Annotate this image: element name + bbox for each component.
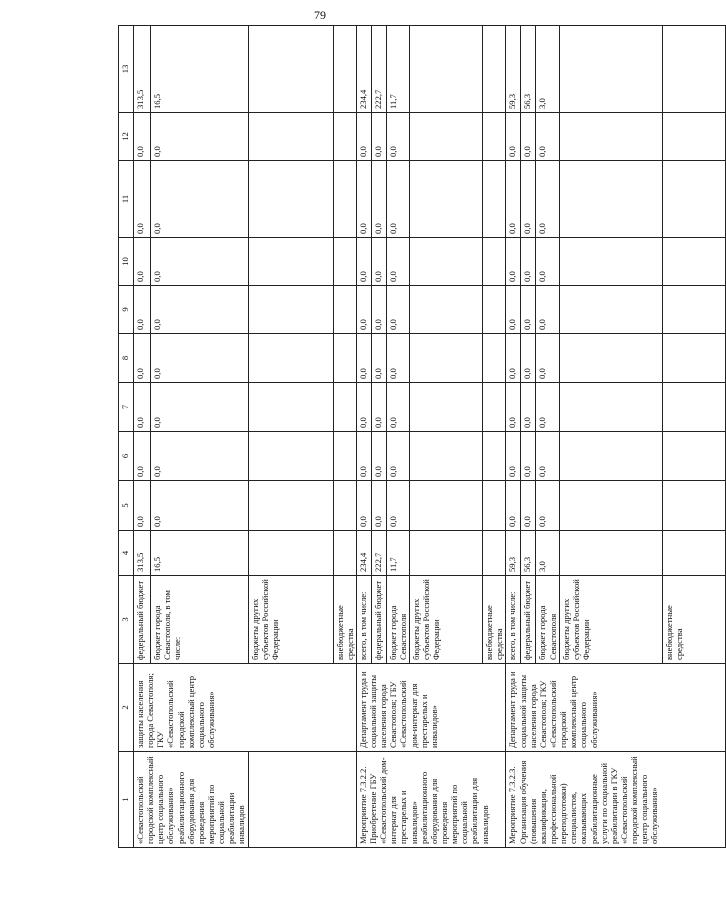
- value-cell: [410, 113, 483, 161]
- value-cell: [483, 383, 506, 432]
- funding-source-cell: внебюджетные средства: [483, 576, 506, 664]
- value-cell: 0,0: [371, 383, 386, 432]
- value-cell: 0,0: [371, 432, 386, 481]
- table-row: [134, 26, 151, 848]
- value-cell: 0,0: [521, 383, 536, 432]
- value-cell: [333, 481, 356, 531]
- value-cell: [410, 481, 483, 531]
- value-cell: [248, 531, 333, 576]
- value-cell: [483, 531, 506, 576]
- column-number: 7: [119, 383, 134, 432]
- value-cell: 0,0: [506, 334, 521, 383]
- value-cell: [559, 383, 662, 432]
- column-number: 10: [119, 238, 134, 286]
- value-cell: 0,0: [134, 383, 151, 432]
- value-cell: [662, 432, 725, 481]
- page-number: 79: [314, 8, 326, 22]
- value-cell: 0,0: [386, 334, 409, 383]
- value-cell: [662, 161, 725, 238]
- value-cell: 0,0: [356, 238, 371, 286]
- value-cell: [333, 383, 356, 432]
- value-cell: 0,0: [536, 161, 559, 238]
- value-cell: [248, 334, 333, 383]
- value-cell: [333, 238, 356, 286]
- value-cell: [559, 113, 662, 161]
- value-cell: [483, 238, 506, 286]
- value-cell: 0,0: [521, 238, 536, 286]
- executor-cell: защиты населения города Севастополя; ГКУ «Севастопольский городской комплексный центр социального обслуживания»: [134, 664, 357, 752]
- value-cell: [248, 286, 333, 334]
- value-cell: 0,0: [371, 113, 386, 161]
- value-cell: 0,0: [134, 113, 151, 161]
- value-cell: 56,3: [521, 531, 536, 576]
- column-number: 11: [119, 161, 134, 238]
- value-cell: [483, 334, 506, 383]
- value-cell: [662, 481, 725, 531]
- funding-source-cell: всего, в том числе:: [506, 576, 521, 664]
- value-cell: [410, 432, 483, 481]
- value-cell: [333, 531, 356, 576]
- value-cell: 0,0: [536, 481, 559, 531]
- value-cell: 11,7: [386, 26, 409, 113]
- value-cell: [559, 432, 662, 481]
- column-number: 9: [119, 286, 134, 334]
- rotated-page-frame: [118, 26, 684, 848]
- value-cell: 0,0: [356, 481, 371, 531]
- value-cell: 0,0: [356, 432, 371, 481]
- value-cell: 0,0: [506, 238, 521, 286]
- value-cell: 0,0: [151, 286, 248, 334]
- value-cell: [333, 432, 356, 481]
- value-cell: [248, 113, 333, 161]
- value-cell: 0,0: [356, 161, 371, 238]
- value-cell: 0,0: [521, 481, 536, 531]
- value-cell: [333, 26, 356, 113]
- value-cell: 0,0: [356, 113, 371, 161]
- value-cell: [559, 334, 662, 383]
- value-cell: [559, 26, 662, 113]
- value-cell: 0,0: [151, 161, 248, 238]
- value-cell: 222,7: [371, 531, 386, 576]
- value-cell: 0,0: [134, 238, 151, 286]
- value-cell: 16,5: [151, 26, 248, 113]
- value-cell: 0,0: [386, 286, 409, 334]
- value-cell: [248, 161, 333, 238]
- activity-cell: «Севастопольский городской комплексный центр социального обслуживания» реабилитационного оборудования для проведения мероприятий по социальной реабилитации инвалидов: [134, 752, 249, 848]
- column-number: 2: [119, 664, 134, 752]
- table-row: [356, 26, 371, 848]
- value-cell: [483, 161, 506, 238]
- value-cell: 234,4: [356, 531, 371, 576]
- value-cell: [662, 238, 725, 286]
- value-cell: 0,0: [521, 286, 536, 334]
- value-cell: 0,0: [506, 161, 521, 238]
- value-cell: [662, 531, 725, 576]
- value-cell: 0,0: [151, 383, 248, 432]
- value-cell: [559, 238, 662, 286]
- value-cell: 0,0: [506, 113, 521, 161]
- value-cell: 0,0: [536, 383, 559, 432]
- value-cell: 0,0: [506, 286, 521, 334]
- value-cell: [662, 286, 725, 334]
- value-cell: 0,0: [151, 432, 248, 481]
- value-cell: 59,3: [506, 26, 521, 113]
- value-cell: [662, 26, 725, 113]
- value-cell: [410, 238, 483, 286]
- value-cell: 3,0: [536, 531, 559, 576]
- value-cell: 234,4: [356, 26, 371, 113]
- value-cell: 0,0: [521, 334, 536, 383]
- value-cell: 0,0: [134, 161, 151, 238]
- funding-source-cell: бюджет города Севастополя: [386, 576, 409, 664]
- value-cell: 0,0: [386, 481, 409, 531]
- value-cell: 0,0: [536, 238, 559, 286]
- value-cell: [559, 161, 662, 238]
- value-cell: 0,0: [356, 383, 371, 432]
- value-cell: 0,0: [151, 334, 248, 383]
- value-cell: [483, 481, 506, 531]
- value-cell: 0,0: [386, 383, 409, 432]
- value-cell: [662, 113, 725, 161]
- value-cell: 0,0: [506, 432, 521, 481]
- value-cell: [410, 161, 483, 238]
- funding-source-cell: бюджеты других субъектов Российской Федерации: [410, 576, 483, 664]
- value-cell: 0,0: [356, 286, 371, 334]
- value-cell: [248, 238, 333, 286]
- executor-cell: Департамент труда и социальной защиты населения города Севастополя; ГБУ «Севастопольский дом-интернат для престарелых и инвалидов»: [356, 664, 506, 752]
- value-cell: [333, 113, 356, 161]
- value-cell: 11,7: [386, 531, 409, 576]
- value-cell: 313,5: [134, 531, 151, 576]
- table-row: [506, 26, 521, 848]
- value-cell: [333, 334, 356, 383]
- value-cell: [662, 383, 725, 432]
- value-cell: 0,0: [371, 238, 386, 286]
- value-cell: [483, 286, 506, 334]
- value-cell: 0,0: [386, 161, 409, 238]
- value-cell: 0,0: [356, 334, 371, 383]
- value-cell: [410, 383, 483, 432]
- value-cell: 0,0: [386, 432, 409, 481]
- empty-cell: [248, 752, 356, 848]
- activity-cell: Мероприятие 7.3.2.3. Организация обучения (повышения квалификации, профессиональной переподготовки) специалистов, оказывающих реабилитационные услуги по социальной реабилитации в ГКУ «Севастопольский городской комплексный центр социального обслуживания»: [506, 752, 725, 848]
- column-number-row: [119, 26, 134, 848]
- value-cell: 0,0: [521, 432, 536, 481]
- value-cell: 0,0: [134, 432, 151, 481]
- funding-source-cell: федеральный бюджет: [371, 576, 386, 664]
- value-cell: 59,3: [506, 531, 521, 576]
- value-cell: [248, 481, 333, 531]
- value-cell: 0,0: [536, 432, 559, 481]
- column-number: 1: [119, 752, 134, 848]
- funding-source-cell: федеральный бюджет: [134, 576, 151, 664]
- funding-source-cell: бюджет города Севастополя: [536, 576, 559, 664]
- funding-source-cell: федеральный бюджет: [521, 576, 536, 664]
- funding-source-cell: внебюджетные средства: [662, 576, 725, 664]
- value-cell: [248, 383, 333, 432]
- value-cell: 0,0: [521, 113, 536, 161]
- funding-source-cell: всего, в том числе:: [356, 576, 371, 664]
- value-cell: 0,0: [151, 238, 248, 286]
- value-cell: 0,0: [371, 161, 386, 238]
- column-number: 12: [119, 113, 134, 161]
- value-cell: [410, 531, 483, 576]
- value-cell: 0,0: [506, 383, 521, 432]
- value-cell: [483, 113, 506, 161]
- value-cell: 16,5: [151, 531, 248, 576]
- budget-table: [118, 25, 726, 848]
- value-cell: 0,0: [151, 481, 248, 531]
- column-number: 13: [119, 26, 134, 113]
- value-cell: [483, 432, 506, 481]
- column-number: 3: [119, 576, 134, 664]
- value-cell: 0,0: [151, 113, 248, 161]
- value-cell: 0,0: [521, 161, 536, 238]
- value-cell: [410, 26, 483, 113]
- value-cell: [559, 531, 662, 576]
- value-cell: 0,0: [134, 334, 151, 383]
- value-cell: [559, 286, 662, 334]
- value-cell: 0,0: [134, 481, 151, 531]
- value-cell: 0,0: [536, 334, 559, 383]
- funding-source-cell: внебюджетные средства: [333, 576, 356, 664]
- funding-source-cell: бюджеты других субъектов Российской Федерации: [248, 576, 333, 664]
- value-cell: [410, 286, 483, 334]
- rotated-content: [118, 26, 684, 848]
- value-cell: 0,0: [536, 113, 559, 161]
- value-cell: [333, 161, 356, 238]
- value-cell: [559, 481, 662, 531]
- value-cell: [662, 334, 725, 383]
- value-cell: [410, 334, 483, 383]
- value-cell: [333, 286, 356, 334]
- value-cell: [248, 432, 333, 481]
- column-number: 5: [119, 481, 134, 531]
- value-cell: 313,5: [134, 26, 151, 113]
- funding-source-cell: бюджеты других субъектов Российской Федерации: [559, 576, 662, 664]
- funding-source-cell: бюджет города Севастополя, в том числе:: [151, 576, 248, 664]
- value-cell: 0,0: [371, 286, 386, 334]
- activity-cell: Мероприятие 7.3.2.2. Приобретение ГБУ «Севастопольский дом-интернат для престарелых и инвалидов» реабилитационного оборудования для проведения мероприятий по социальной реабилитации для инвалидов: [356, 752, 506, 848]
- value-cell: 0,0: [386, 113, 409, 161]
- value-cell: 0,0: [536, 286, 559, 334]
- value-cell: 0,0: [371, 334, 386, 383]
- value-cell: 0,0: [386, 238, 409, 286]
- value-cell: 3,0: [536, 26, 559, 113]
- column-number: 6: [119, 432, 134, 481]
- executor-cell: Департамент труда и социальной защиты населения города Севастополя; ГКУ «Севастопольский городской комплексный центр социального обслуживания»: [506, 664, 725, 752]
- column-number: 4: [119, 531, 134, 576]
- value-cell: [483, 26, 506, 113]
- value-cell: 0,0: [506, 481, 521, 531]
- value-cell: 0,0: [134, 286, 151, 334]
- value-cell: 222,7: [371, 26, 386, 113]
- column-number: 8: [119, 334, 134, 383]
- value-cell: 0,0: [371, 481, 386, 531]
- value-cell: 56,3: [521, 26, 536, 113]
- value-cell: [248, 26, 333, 113]
